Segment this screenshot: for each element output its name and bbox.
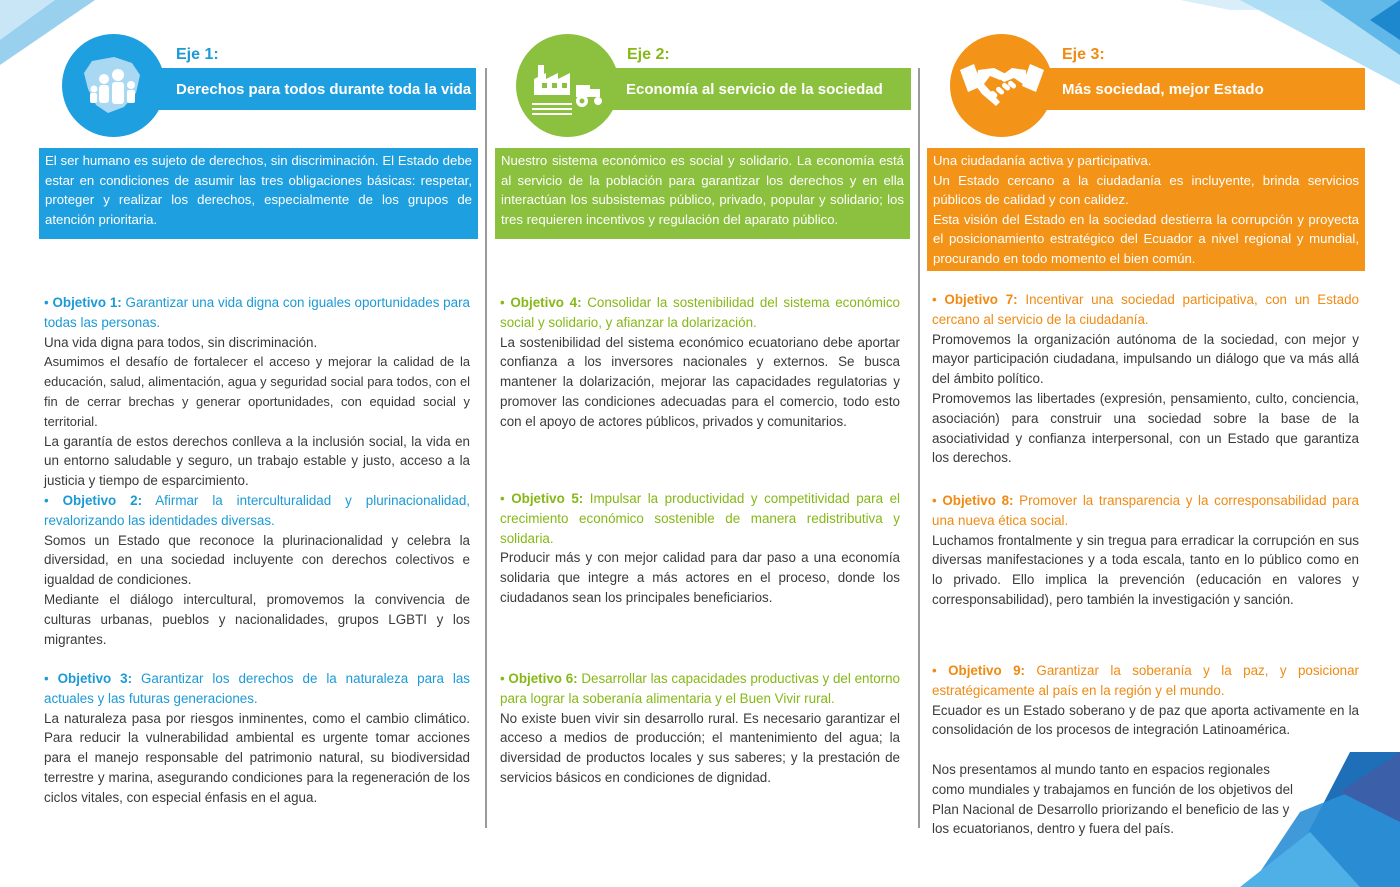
eje-2-intro-text: Nuestro sistema económico es social y solidario. La economía está al servicio de la población para garantizar los derechos y en ella interactúan los subsistemas público, privado, popular y solidario; los tres requieren incentivos y regulación del aparato público. bbox=[501, 153, 904, 227]
closing-paragraph: Nos presentamos al mundo tanto en espacios regionales como mundiales y trabajamos en función de los objetivos del Plan Nacional de Desarrollo priorizando el beneficio de las y los ecuatorianos, dentro y fuera del país. bbox=[932, 762, 1294, 837]
objetivo-2 bbox=[44, 491, 470, 649]
eje-3-intro-line-2: Un Estado cercano a la ciudadanía es incluyente, brinda servicios públicos de calidad y con calidez. bbox=[933, 172, 1359, 208]
objetivo-7-body-1: Promovemos la organización autónoma de la sociedad, con mejor y mayor participación ciudadana, impulsando un diálogo que va más allá del ámbito político. bbox=[932, 331, 1359, 387]
eje-3-intro-line-3: Esta visión del Estado en la sociedad destierra la corrupción y proyecta el posicionamiento estratégico del Ecuador a nivel regional y mundial, procurando en todo momento el bien común. bbox=[933, 211, 1359, 266]
eje-3-intro bbox=[927, 148, 1365, 271]
objetivo-6-label: Objetivo 6: bbox=[508, 671, 578, 686]
objetivo-3-body-1: La naturaleza pasa por riesgos inminentes, como el cambio climático. Para reducir la vulnerabilidad ambiental es urgente tomar acciones para el manejo responsable del patrimonio natural, su biodiversidad terrestre y marina, asegurando condiciones para la regeneración de los ciclos vitales, con especial énfasis en el agua. bbox=[44, 710, 470, 805]
objetivo-5-body-1: Producir más y con mejor calidad para dar paso a una economía solidaria que integre a más actores en el proceso, donde los ciudadanos sean los principales beneficiarios. bbox=[500, 550, 900, 605]
objetivo-9 bbox=[932, 661, 1359, 740]
eje-2-intro bbox=[495, 148, 910, 239]
objetivo-4-body-1: La sostenibilidad del sistema económico ecuatoriano debe aportar confianza a los inversores nacionales y externos. Se busca mantener la dolarización, mejorar las capacidades regulatorias y promover las condiciones adecuadas para el comercio, todo esto con el apoyo de actores públicos, privados y comunitarios. bbox=[500, 334, 900, 429]
eje-1-banner-title: Derechos para todos durante toda la vida bbox=[176, 80, 472, 98]
ecuador-map-family-icon bbox=[74, 51, 154, 121]
eje-1-banner bbox=[112, 68, 476, 110]
objetivo-1-label: Objetivo 1: bbox=[52, 295, 122, 310]
objetivo-4-label: Objetivo 4: bbox=[510, 295, 582, 310]
eje-2-circle bbox=[516, 34, 619, 137]
objetivo-7-title: Incentivar una sociedad participativa, con un Estado cercano al servicio de la ciudadanía. bbox=[932, 292, 1359, 327]
objetivo-5-heading: • Objetivo 5: Impulsar la productividad y competitividad para el crecimiento económico sostenible de manera redistributiva y solidaria. bbox=[500, 491, 900, 546]
objetivo-6 bbox=[500, 669, 900, 788]
objetivo-7-heading: • Objetivo 7: Incentivar una sociedad participativa, con un Estado cercano al servicio de la ciudadanía. bbox=[932, 292, 1359, 327]
objetivo-4 bbox=[500, 293, 900, 432]
objetivo-8 bbox=[932, 491, 1359, 610]
objetivo-6-body-1: No existe buen vivir sin desarrollo rural. Es necesario garantizar el acceso a medios de producción; el mantenimiento del agua; la diversidad de productos locales y sus saberes; y la prestación de servicios básicos en condiciones de dignidad. bbox=[500, 710, 900, 785]
objetivo-3-heading: • Objetivo 3: Garantizar los derechos de la naturaleza para las actuales y las futuras generaciones. bbox=[44, 671, 470, 706]
objetivo-8-label: Objetivo 8: bbox=[942, 493, 1014, 508]
objetivo-1-body-1: Una vida digna para todos, sin discriminación. bbox=[44, 334, 318, 350]
objetivo-7-body-2: Promovemos las libertades (expresión, pensamiento, culto, conciencia, asociación) para construir una sociedad sobre la base de la asociatividad y confianza interpersonal, con un Estado que garantiza los derechos. bbox=[932, 390, 1359, 466]
objetivo-2-body-2: Mediante el diálogo intercultural, promovemos la convivencia de culturas urbanas, pueblos y nacionalidades, grupos LGBTI y los migrantes. bbox=[44, 591, 470, 647]
objetivo-6-heading: • Objetivo 6: Desarrollar las capacidades productivas y del entorno para lograr la soberanía alimentaria y el Buen Vivir rural. bbox=[500, 671, 900, 706]
objetivo-8-title: Promover la transparencia y la corresponsabilidad para una nueva ética social. bbox=[932, 493, 1359, 528]
objetivo-1-body-3: La garantía de estos derechos conlleva a la inclusión social, la vida en un entorno saludable y seguro, un trabajo estable y justo, acceso a la justicia y tiempo de esparcimiento. bbox=[44, 433, 470, 489]
handshake-icon bbox=[960, 56, 1044, 116]
eje-1-intro bbox=[39, 148, 478, 239]
objetivo-9-body-1: Ecuador es un Estado soberano y de paz que aporta activamente en la consolidación de los procesos de integración Latinoamérica. bbox=[932, 702, 1359, 738]
objetivo-5 bbox=[500, 489, 900, 608]
objetivo-7 bbox=[932, 290, 1359, 468]
objetivo-2-label: Objetivo 2: bbox=[62, 493, 143, 508]
objetivo-2-heading: • Objetivo 2: Afirmar la interculturalidad y plurinacionalidad, revalorizando las identidades diversas. bbox=[44, 493, 470, 528]
eje-3-banner bbox=[1000, 68, 1365, 110]
objetivo-8-heading: • Objetivo 8: Promover la transparencia y la corresponsabilidad para una nueva ética social. bbox=[932, 493, 1359, 528]
objetivo-4-heading: • Objetivo 4: Consolidar la sostenibilidad del sistema económico social y solidario, y afianzar la dolarización. bbox=[500, 295, 900, 330]
eje-3-label: Eje 3: bbox=[1062, 46, 1105, 63]
eje-3-banner-title: Más sociedad, mejor Estado bbox=[1062, 80, 1264, 98]
eje-1-circle bbox=[62, 34, 165, 137]
objetivo-1-body-2: Asumimos el desafío de fortalecer el acceso y mejorar la calidad de la educación, salud, alimentación, agua y seguridad social para todos, con el fin de cerrar brechas y generar oportunidades, con equidad social y territorial. bbox=[44, 354, 470, 429]
objetivo-3 bbox=[44, 669, 470, 808]
eje-1-label: Eje 1: bbox=[176, 46, 219, 63]
eje-2-banner-title: Economía al servicio de la sociedad bbox=[626, 80, 883, 98]
eje-1-intro-text: El ser humano es sujeto de derechos, sin discriminación. El Estado debe estar en condiciones de asumir las tres obligaciones básicas: respetar, proteger y realizar los derechos, especialmente de los grupos de atención prioritaria. bbox=[45, 153, 472, 227]
eje-3-circle bbox=[950, 34, 1053, 137]
column-divider-1 bbox=[485, 68, 487, 828]
eje-2-label: Eje 2: bbox=[627, 46, 670, 63]
column-divider-2 bbox=[918, 68, 920, 828]
objetivo-1 bbox=[44, 293, 470, 491]
eje-2-banner bbox=[568, 68, 911, 110]
objetivo-2-body-1: Somos un Estado que reconoce la plurinacionalidad y celebra la diversidad, en una sociedad incluyente con derechos colectivos e igualdad de condiciones. bbox=[44, 532, 470, 588]
factory-tractor-icon bbox=[528, 51, 608, 121]
objetivo-9-heading: • Objetivo 9: Garantizar la soberanía y la paz, y posicionar estratégicamente al país en la región y el mundo. bbox=[932, 663, 1359, 698]
objetivo-2-title: Afirmar la interculturalidad y plurinacionalidad, revalorizando las identidades diversas. bbox=[44, 493, 470, 528]
objetivo-3-label: Objetivo 3: bbox=[57, 671, 133, 686]
objetivo-9-title: Garantizar la soberanía y la paz, y posicionar estratégicamente al país en la región y el mundo. bbox=[932, 663, 1359, 698]
objetivo-5-title: Impulsar la productividad y competitividad para el crecimiento económico sostenible de manera redistributiva y solidaria. bbox=[500, 491, 900, 546]
objetivo-4-title: Consolidar la sostenibilidad del sistema económico social y solidario, y afianzar la dolarización. bbox=[500, 295, 900, 330]
objetivo-8-body-1: Luchamos frontalmente y sin tregua para erradicar la corrupción en sus diversas manifestaciones y a toda escala, tanto en lo público como en lo privado. Ello implica la prevención (educación en valores y corresponsabilidad), pero también la investigación y sanción. bbox=[932, 532, 1359, 607]
eje-3-intro-line-1: Una ciudadanía activa y participativa. bbox=[933, 153, 1152, 168]
objetivo-7-label: Objetivo 7: bbox=[944, 292, 1018, 307]
objetivo-6-title: Desarrollar las capacidades productivas y del entorno para lograr la soberanía alimentaria y el Buen Vivir rural. bbox=[500, 671, 900, 706]
objetivo-9-label: Objetivo 9: bbox=[948, 663, 1026, 678]
objetivo-1-heading: • Objetivo 1: Garantizar una vida digna con iguales oportunidades para todas las personas. bbox=[44, 295, 470, 330]
objetivo-1-title: Garantizar una vida digna con iguales oportunidades para todas las personas. bbox=[44, 295, 470, 330]
objetivo-5-label: Objetivo 5: bbox=[511, 491, 584, 506]
objetivo-3-title: Garantizar los derechos de la naturaleza para las actuales y las futuras generaciones. bbox=[44, 671, 470, 706]
